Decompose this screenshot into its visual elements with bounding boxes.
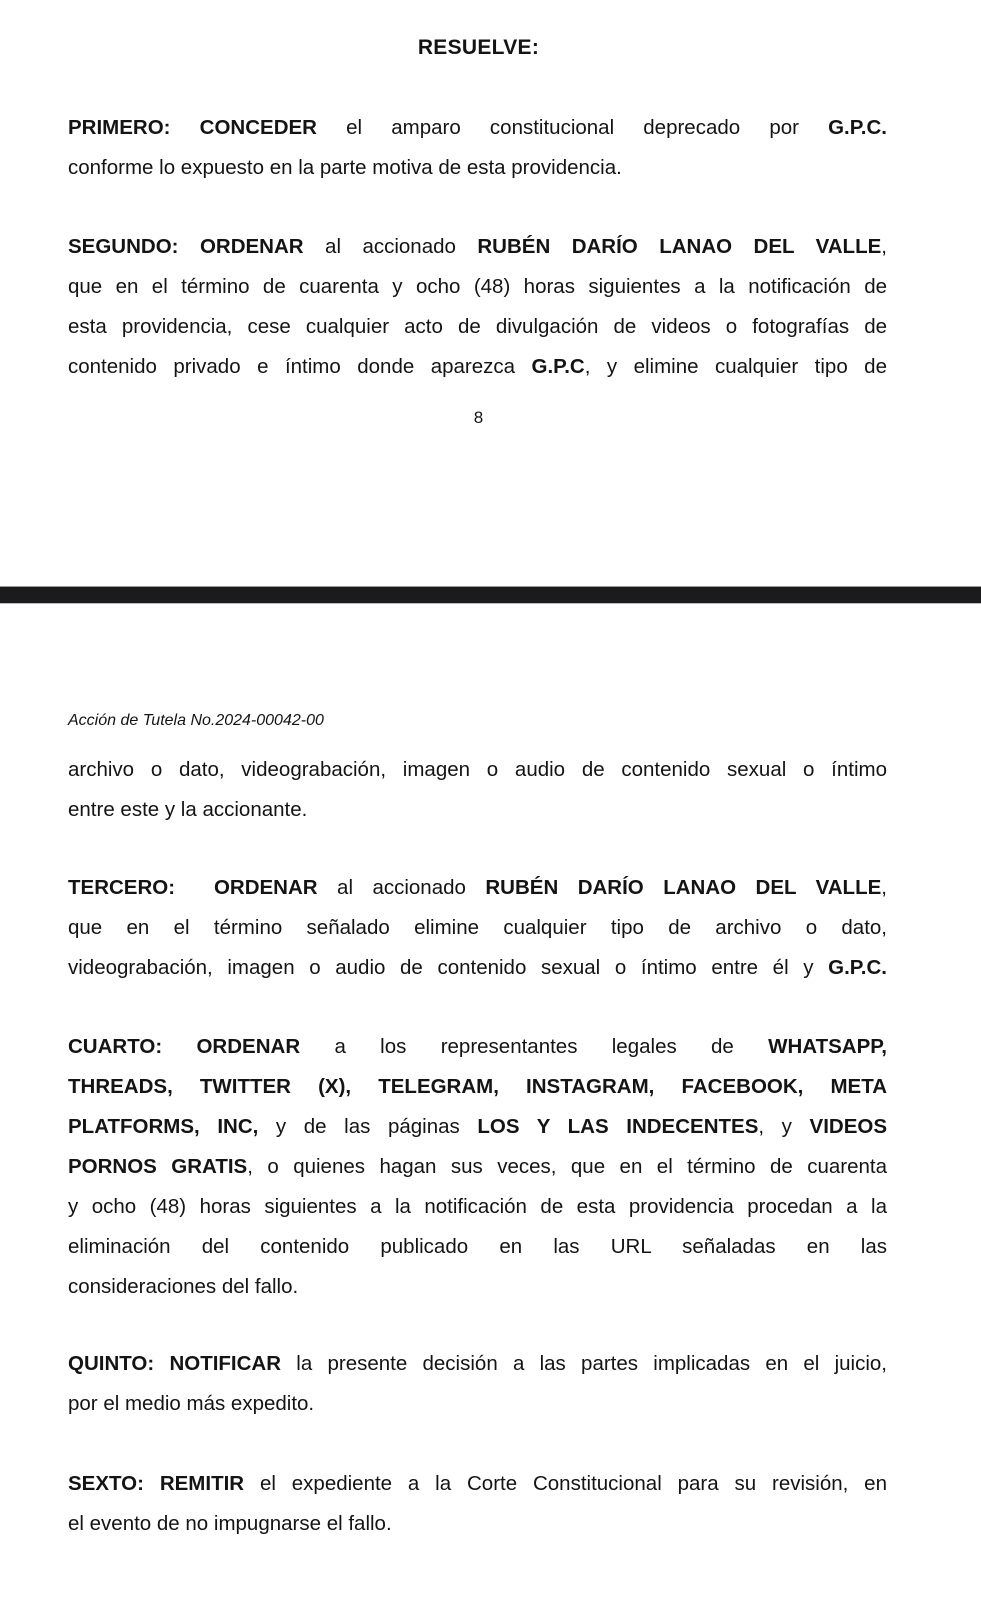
- page-number: 8: [473, 408, 484, 427]
- ordinal-primero: PRIMERO: CONCEDER el amparo constitucional deprecado por G.P.C. conforme lo expuesto en la parte motiva de esta providencia.: [68, 116, 887, 179]
- page-9: [0, 604, 981, 1600]
- ordinal-segundo-continued: archivo o dato, videograbación, imagen o audio de contenido sexual o íntimo entre este y la accionante.: [68, 758, 887, 821]
- resolution-heading: RESUELVE:: [417, 36, 540, 59]
- ordinal-tercero: TERCERO: ORDENAR al accionado RUBÉN DARÍO LANAO DEL VALLE, que en el término señalado elimine cualquier tipo de archivo o dato, videograbación, imagen o audio de contenido sexual o íntimo entre él y G.P.C.: [68, 876, 887, 979]
- ordinal-cuarto: CUARTO: ORDENAR a los representantes legales de WHATSAPP, THREADS, TWITTER (X), TELEGRAM, INSTAGRAM, FACEBOOK, META PLATFORMS, INC, y de las páginas LOS Y LAS INDECENTES, y VIDEOS PORNOS GRATIS, o quienes hagan sus veces, que en el término de cuarenta y ocho (48) horas siguientes a la notificación de esta providencia procedan a la eliminación del contenido publicado en las URL señaladas en las consideraciones del fallo.: [68, 1035, 888, 1298]
- page-divider: [0, 586, 981, 604]
- ordinal-sexto: SEXTO: REMITIR el expediente a la Corte Constitucional para su revisión, en el evento de no impugnarse el fallo.: [68, 1472, 887, 1535]
- ordinal-quinto: QUINTO: NOTIFICAR la presente decisión a las partes implicadas en el juicio, por el medio más expedito.: [68, 1352, 887, 1415]
- ordinal-segundo: SEGUNDO: ORDENAR al accionado RUBÉN DARÍO LANAO DEL VALLE, que en el término de cuarenta y ocho (48) horas siguientes a la notificación de esta providencia, cese cualquier acto de divulgación de videos o fotografías de contenido privado e íntimo donde aparezca G.P.C, y elimine cualquier tipo de: [68, 235, 887, 378]
- case-reference-header: Acción de Tutela No.2024-00042-00: [68, 712, 324, 729]
- page-8: [0, 0, 981, 586]
